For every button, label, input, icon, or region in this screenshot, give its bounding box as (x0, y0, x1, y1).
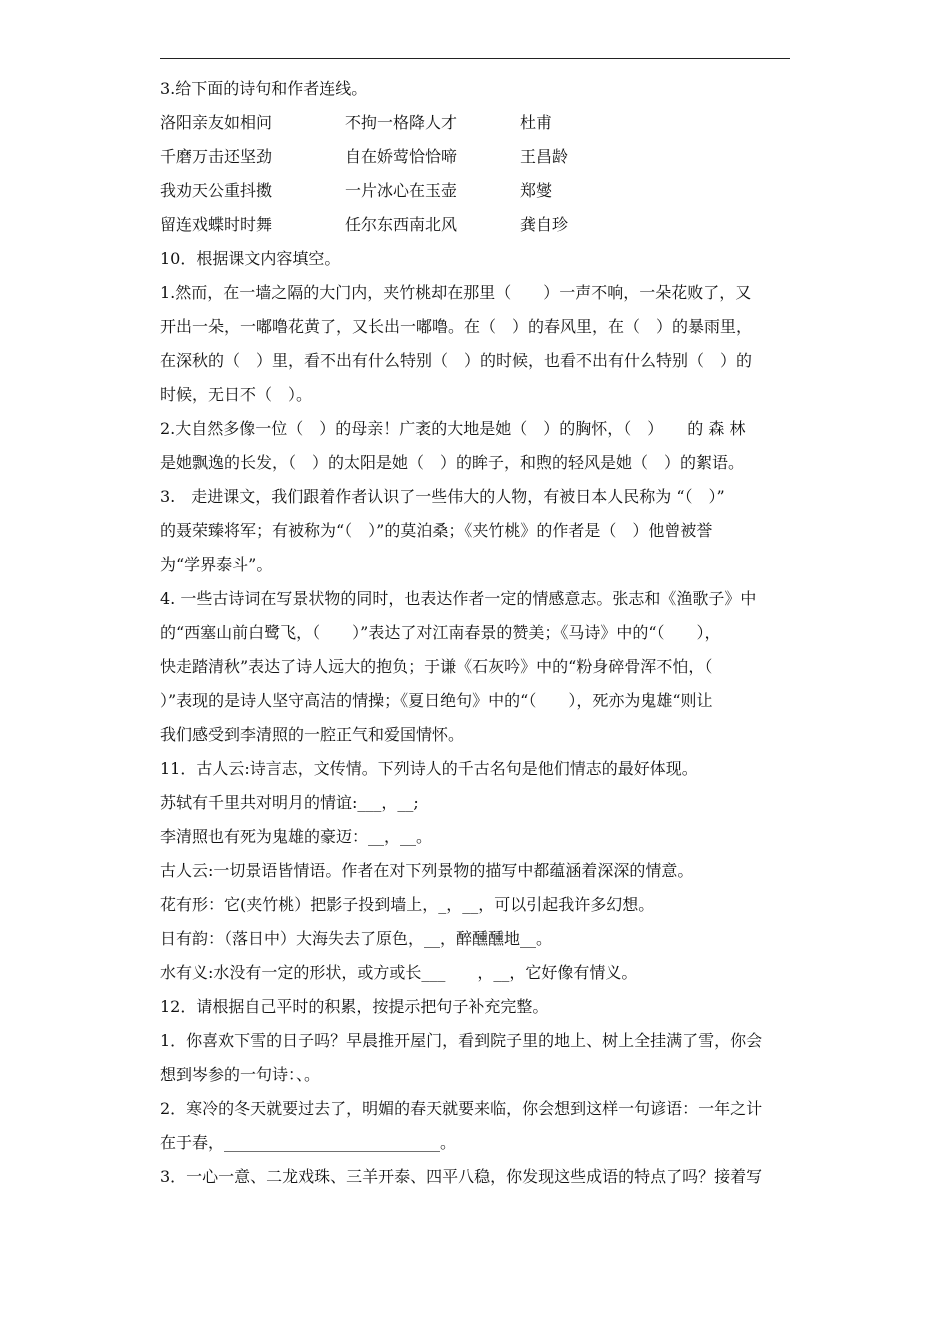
q3-line-b: 不拘一格降人才 (345, 113, 458, 132)
q10-p3-line: 为“学界泰斗”。 (160, 555, 273, 574)
q3-row (160, 140, 792, 174)
q11-line: 李清照也有死为鬼雄的豪迈：__，__。 (160, 827, 433, 846)
q10-p4-line: 4. 一些古诗词在写景状物的同时，也表达作者一定的情感意志。张志和《渔歌子》中 (160, 589, 757, 608)
q3-author: 杜甫 (520, 113, 553, 132)
q10-p4-line: 我们感受到李清照的一腔正气和爱国情怀。 (160, 725, 465, 744)
q11-line: 古人云:一切景语皆情语。作者在对下列景物的描写中都蕴涵着深深的情意。 (160, 861, 694, 880)
q12-heading: 12．请根据自己平时的积累，按提示把句子补充完整。 (160, 997, 549, 1016)
q10-p1-line: 时候，无日不（ ）。 (160, 385, 313, 404)
q3-author: 王昌龄 (520, 147, 569, 166)
q12-p2-line: 在于春，___________________________。 (160, 1133, 457, 1152)
q3-row (160, 208, 792, 242)
q10-p1-line: 在深秋的（ ）里，看不出有什么特别（ ）的时候，也看不出有什么特别（ ）的 (160, 351, 753, 370)
q3-heading: 3.给下面的诗句和作者连线。 (160, 79, 368, 98)
q3-line-a: 千磨万击还坚劲 (160, 147, 273, 166)
q3-line-a: 我劝天公重抖擞 (160, 181, 273, 200)
q3-line-a: 留连戏蝶时时舞 (160, 215, 273, 234)
q10-p3-line: 3. 走进课文，我们跟着作者认识了一些伟大的人物，有被日本人民称为 “（ ）” (160, 487, 725, 506)
q12-p1-line: 想到岑参的一句诗：、。 (160, 1065, 321, 1084)
q10-p2-line: 是她飘逸的长发，（ ）的太阳是她（ ）的眸子，和煦的轻风是她（ ）的絮语。 (160, 453, 745, 472)
q3-line-b: 自在娇莺恰恰啼 (345, 147, 458, 166)
q11-line: 花有形：它(夹竹桃）把影子投到墙上，_，__，可以引起我许多幻想。 (160, 895, 655, 914)
q10-p4-line: 的“西塞山前白鹭飞，（ ）”表达了对江南春景的赞美；《马诗》中的“（ ）， (160, 623, 721, 642)
q12-p3-line: 3．一心一意、二龙戏珠、三羊开泰、四平八稳，你发现这些成语的特点了吗？接着写 (160, 1167, 763, 1186)
q10-p2-line: 2.大自然多像一位（ ）的母亲！广袤的大地是她（ ）的胸怀，（ ） 的 森 林 (160, 419, 746, 438)
q12-p1-line: 1．你喜欢下雪的日子吗？早晨推开屋门，看到院子里的地上、树上全挂满了雪，你会 (160, 1031, 763, 1050)
q10-heading: 10．根据课文内容填空。 (160, 249, 341, 268)
q12-p2-line: 2．寒冷的冬天就要过去了，明媚的春天就要来临，你会想到这样一句谚语：一年之计 (160, 1099, 763, 1118)
q3-line-b: 一片冰心在玉壶 (345, 181, 458, 200)
q11-line: 日有韵：（落日中）大海失去了原色，__，醉醺醺地__。 (160, 929, 553, 948)
q3-author: 龚自珍 (520, 215, 569, 234)
q10-p1-line: 1.然而，在一墙之隔的大门内，夹竹桃却在那里（ ）一声不响，一朵花败了，又 (160, 283, 752, 302)
q3-line-a: 洛阳亲友如相问 (160, 113, 273, 132)
q10-p4-line: ）”表现的是诗人坚守高洁的情操；《夏日绝句》中的“（ ），死亦为鬼雄“则让 (160, 691, 713, 710)
q11-line: 苏轼有千里共对明月的情谊:___，__; (160, 793, 419, 812)
q3-row (160, 106, 792, 140)
q3-matching-table (160, 106, 792, 242)
q11-heading: 11．古人云:诗言志，文传情。下列诗人的千古名句是他们情志的最好体现。 (160, 759, 698, 778)
q3-author: 郑燮 (520, 181, 553, 200)
q11-line: 水有义:水没有一定的形状，或方或长___ ，__，它好像有情义。 (160, 963, 638, 982)
q3-line-b: 任尔东西南北风 (345, 215, 458, 234)
q10-p1-line: 开出一朵，一嘟噜花黄了，又长出一嘟噜。在（ ）的春风里，在（ ）的暴雨里， (160, 317, 753, 336)
q3-row (160, 174, 792, 208)
worksheet-content (160, 72, 792, 1194)
q10-p3-line: 的聂荣臻将军；有被称为“（ ）”的莫泊桑；《夹竹桃》的作者是（ ）他曾被誉 (160, 521, 713, 540)
q10-p4-line: 快走踏清秋”表达了诗人远大的抱负；于谦《石灰吟》中的“粉身碎骨浑不怕，（ (160, 657, 713, 676)
header-rule (160, 58, 790, 59)
